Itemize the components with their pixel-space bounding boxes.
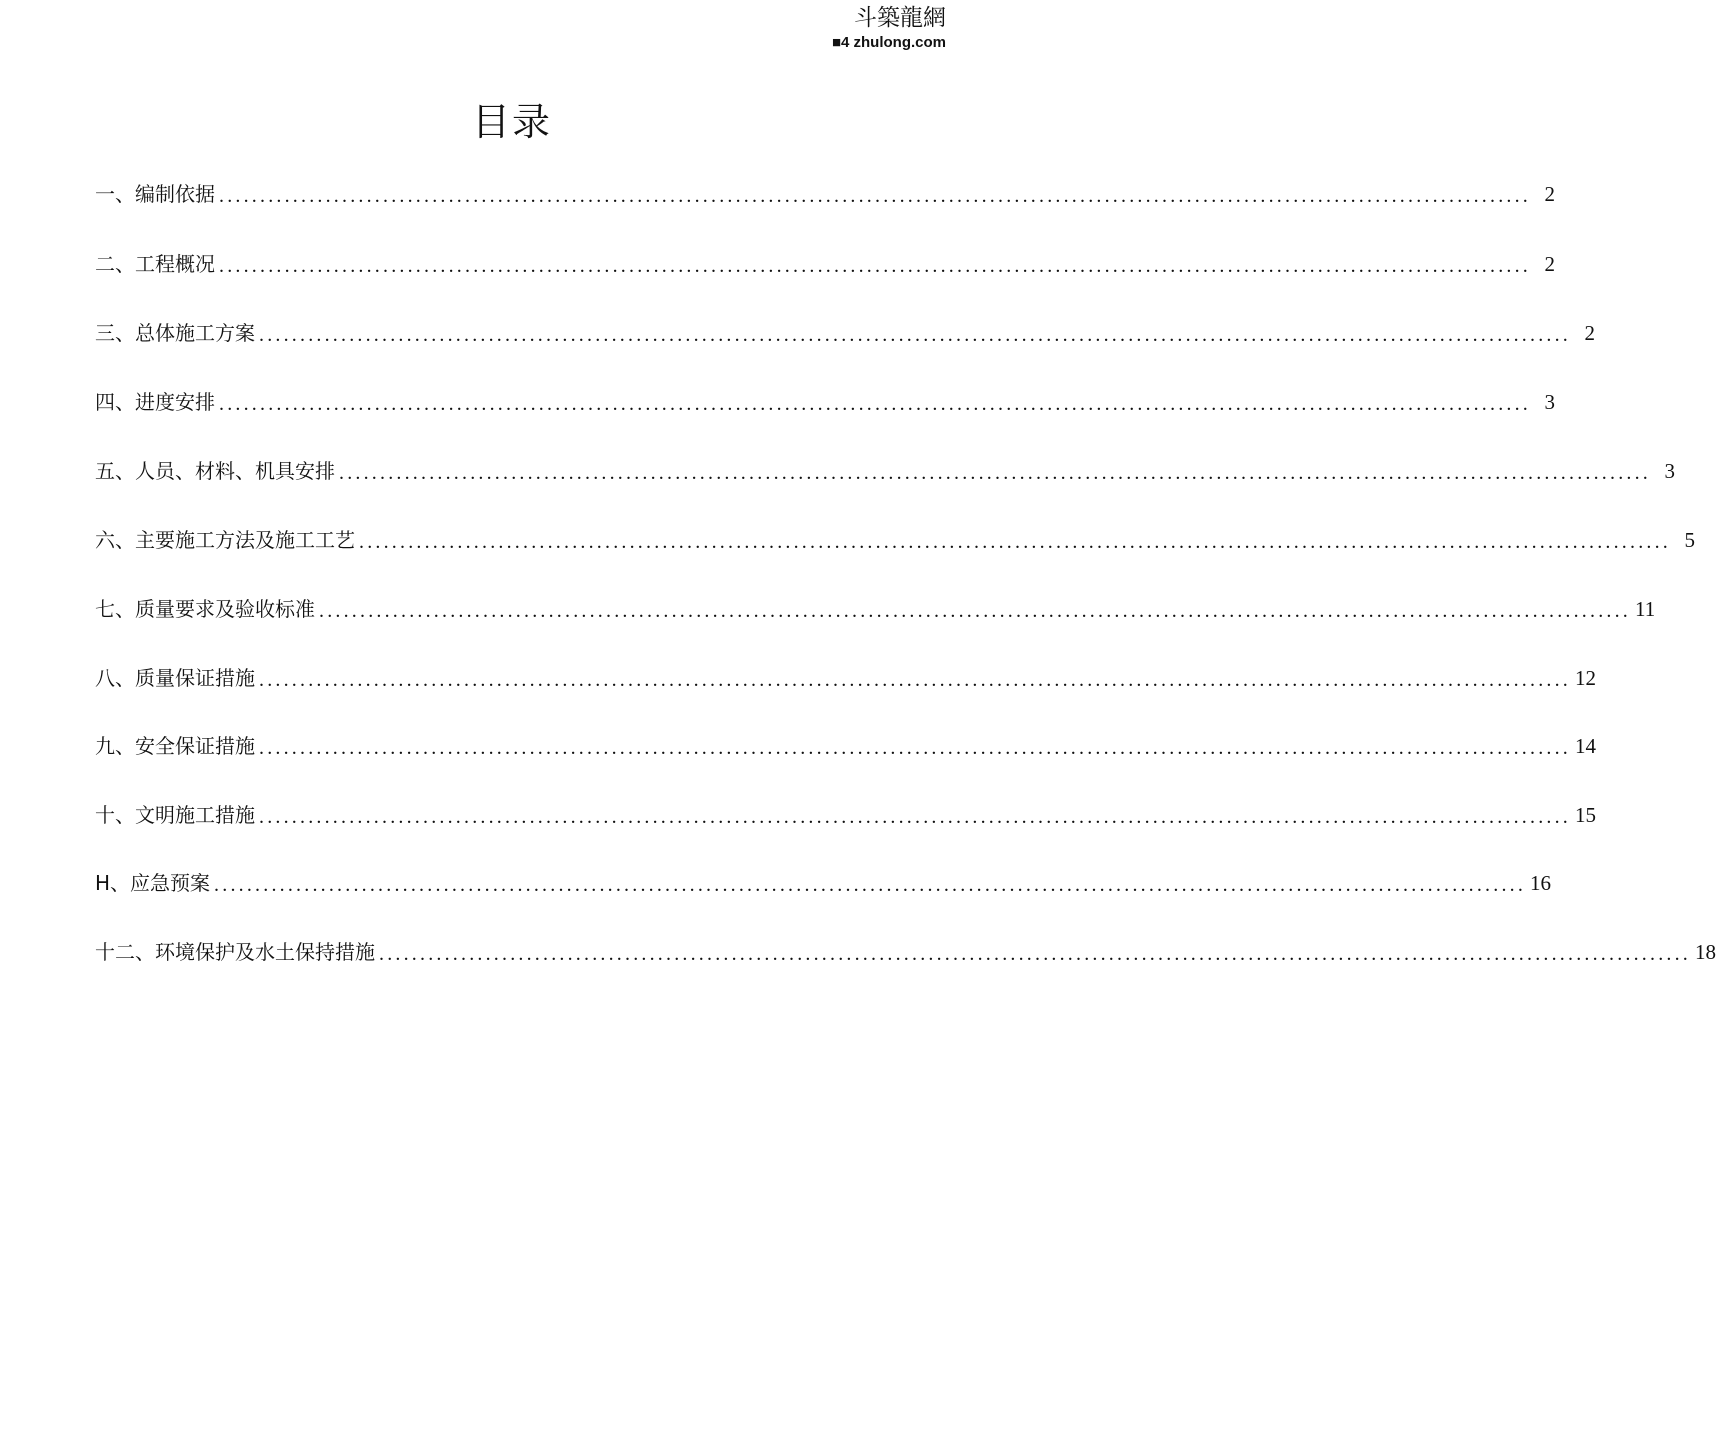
toc-entry bbox=[95, 179, 1555, 209]
toc-leader-dots: ................................................................................................................................................................ bbox=[359, 531, 1671, 553]
toc-leader-dots: ................................................................................................................................................................ bbox=[379, 943, 1691, 965]
toc-entry bbox=[95, 318, 1595, 348]
toc-entry-label: 三、总体施工方案 bbox=[95, 321, 255, 345]
toc-entry bbox=[95, 868, 1552, 898]
toc-entry-label: 二、工程概况 bbox=[95, 252, 215, 276]
toc-entry-page: 12 bbox=[1575, 666, 1596, 690]
toc-entry-page: 15 bbox=[1575, 803, 1596, 827]
toc-entry-page: 14 bbox=[1575, 734, 1596, 758]
toc-leader-dots: ................................................................................................................................................................ bbox=[319, 600, 1631, 622]
toc-entry bbox=[95, 800, 1596, 830]
toc-entry-page: 5 bbox=[1684, 528, 1695, 552]
toc-entry-label: 六、主要施工方法及施工工艺 bbox=[95, 528, 355, 552]
toc-entry-label: 一、编制依据 bbox=[95, 182, 215, 206]
toc-entry bbox=[95, 937, 1716, 967]
toc-entry-page: 2 bbox=[1584, 321, 1595, 345]
toc-entry bbox=[95, 387, 1555, 417]
toc-entry-label: 八、质量保证措施 bbox=[95, 666, 255, 690]
toc-entry bbox=[95, 731, 1596, 761]
toc-entry-page: 2 bbox=[1544, 182, 1555, 206]
toc-leader-dots: ................................................................................................................................................................ bbox=[219, 393, 1531, 415]
page-title: 目录 bbox=[471, 100, 552, 144]
toc-entry-page: 11 bbox=[1635, 597, 1656, 621]
toc-entry-page: 16 bbox=[1530, 871, 1552, 895]
toc-leader-dots: ................................................................................................................................................................ bbox=[219, 255, 1531, 277]
toc-entry-page: 3 bbox=[1544, 390, 1555, 414]
toc-leader-dots: ................................................................................................................................................................ bbox=[219, 185, 1531, 207]
toc-entry-label: 四、进度安排 bbox=[95, 390, 215, 414]
toc-entry-label: 五、人员、材料、机具安排 bbox=[95, 459, 335, 483]
toc-entry-page: 18 bbox=[1695, 940, 1716, 964]
toc-leader-dots: ................................................................................................................................................................ bbox=[339, 462, 1651, 484]
toc-entry-label: 十、文明施工措施 bbox=[95, 803, 255, 827]
toc-entry bbox=[95, 594, 1656, 624]
toc-entry bbox=[95, 525, 1695, 555]
toc-leader-dots: ................................................................................................................................................................ bbox=[259, 806, 1571, 828]
watermark-site: ■4 zhulong.com bbox=[831, 34, 946, 51]
watermark-logo-text: 斗築龍網 bbox=[854, 5, 946, 31]
toc-entry bbox=[95, 663, 1596, 693]
toc-entry-page: 3 bbox=[1664, 459, 1675, 483]
toc-entry-label: 七、质量要求及验收标准 bbox=[95, 597, 315, 621]
toc-entry-label: 十二、环境保护及水土保持措施 bbox=[95, 940, 375, 964]
toc-entry-label: H、应急预案 bbox=[95, 871, 211, 895]
toc-leader-dots: ................................................................................................................................................................ bbox=[259, 669, 1571, 691]
toc-entry-label: 九、安全保证措施 bbox=[95, 734, 255, 758]
toc-leader-dots: ................................................................................................................................................................ bbox=[259, 324, 1571, 346]
toc-entry bbox=[95, 456, 1675, 486]
toc-leader-dots: ................................................................................................................................................................ bbox=[214, 874, 1527, 896]
toc-entry-page: 2 bbox=[1544, 252, 1555, 276]
toc-entry bbox=[95, 249, 1555, 279]
toc-leader-dots: ................................................................................................................................................................ bbox=[259, 737, 1571, 759]
